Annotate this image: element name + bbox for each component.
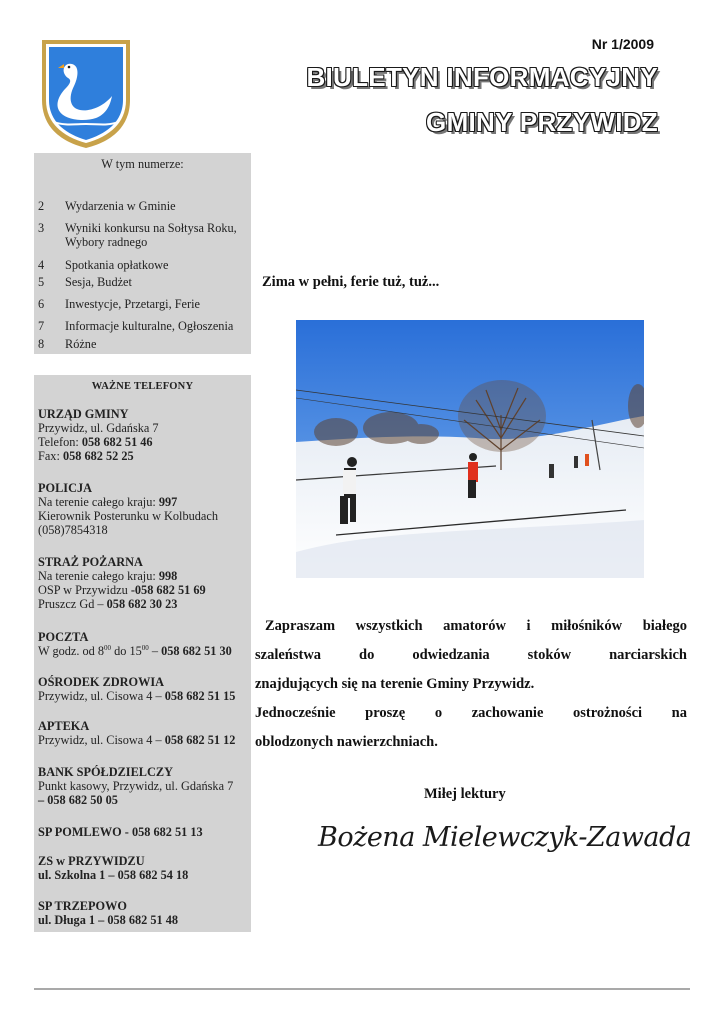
phone-entry-osrodek xyxy=(38,675,247,703)
entry-title: OŚRODEK ZDROWIA xyxy=(38,675,165,689)
entry-title: POLICJA xyxy=(38,481,92,495)
article-paragraph-line: Jednocześnie proszę o zachowanie ostrożności na xyxy=(255,705,687,721)
toc-item-number: 6 xyxy=(38,297,45,311)
entry-line: OSP w Przywidzu -058 682 51 69 xyxy=(38,583,206,597)
toc-item-text: Wyniki konkursu na Sołtysa Roku, Wybory radnego xyxy=(65,221,237,249)
entry-phone: Telefon: 058 682 51 46 xyxy=(38,435,153,449)
article-paragraph-line: szaleństwa do odwiedzania stoków narciarskich xyxy=(255,647,687,663)
entry-line: Kierownik Posterunku w Kolbudach xyxy=(38,509,218,523)
toc-item xyxy=(38,297,247,311)
toc-box xyxy=(34,153,251,354)
phone-entry-urzad xyxy=(38,407,247,463)
entry-address: Punkt kasowy, Przywidz, ul. Gdańska 7 xyxy=(38,779,234,793)
entry-line: Przywidz, ul. Cisowa 4 – 058 682 51 15 xyxy=(38,689,236,703)
entry-line: Pruszcz Gd – 058 682 30 23 xyxy=(38,597,178,611)
entry-title: URZĄD GMINY xyxy=(38,407,129,421)
toc-item-number: 5 xyxy=(38,275,45,289)
phones-heading: WAŻNE TELEFONY xyxy=(91,381,194,392)
entry-line: ul. Szkolna 1 – 058 682 54 18 xyxy=(38,868,189,882)
coat-of-arms-swan-icon xyxy=(40,38,132,150)
toc-item-text: Sesja, Budżet xyxy=(65,275,132,289)
toc-item xyxy=(38,319,247,333)
toc-item-text: Spotkania opłatkowe xyxy=(65,258,169,272)
phone-entry-sp-trzepowo xyxy=(38,899,247,927)
toc-item xyxy=(38,199,247,213)
article-paragraph-line: oblodzonych nawierzchniach. xyxy=(255,734,438,750)
entry-title: ZS w PRZYWIDZU xyxy=(38,854,145,868)
author-signature: Bożena Mielewczyk-Zawada xyxy=(318,822,692,853)
issue-number: Nr 1/2009 xyxy=(591,36,654,52)
entry-title: BANK SPÓŁDZIELCZY xyxy=(38,765,173,779)
entry-line: – 058 682 50 05 xyxy=(38,793,118,807)
article-paragraph-line: Zapraszam wszystkich amatorów i miłośników białego xyxy=(265,618,687,634)
article-paragraph-line: znajdujących się na terenie Gminy Przywidz. xyxy=(255,676,535,692)
entry-title: SP POMLEWO - 058 682 51 13 xyxy=(38,825,203,839)
toc-item-text: Różne xyxy=(65,337,97,351)
entry-title: APTEKA xyxy=(38,719,90,733)
ski-slope-photo xyxy=(296,320,644,578)
toc-item xyxy=(38,258,247,272)
toc-item xyxy=(38,221,247,249)
phone-entry-bank xyxy=(38,765,247,807)
entry-fax: Fax: 058 682 52 25 xyxy=(38,449,134,463)
phone-entry-poczta xyxy=(38,630,247,658)
toc-item xyxy=(38,275,247,289)
toc-item-text: Wydarzenia w Gminie xyxy=(65,199,176,213)
entry-line: W godz. od $8^{00}$ do $15^{00} - 058$ 682 51 30 xyxy=(38,643,232,658)
entry-title: POCZTA xyxy=(38,630,89,644)
toc-item-number: 2 xyxy=(38,199,45,213)
entry-line: Na terenie całego kraju: 998 xyxy=(38,569,178,583)
toc-item-number: 8 xyxy=(38,337,45,351)
bulletin-title-line-1: BIULETYN INFORMACYJNY xyxy=(306,62,658,92)
toc-heading: W tym numerze: xyxy=(101,157,184,171)
phone-entry-policja xyxy=(38,481,247,537)
entry-line: (058)7854318 xyxy=(38,523,108,537)
phone-entry-sp-pomlewo xyxy=(38,825,247,839)
phone-entry-apteka xyxy=(38,719,247,747)
entry-address: Przywidz, ul. Gdańska 7 xyxy=(38,421,159,435)
entry-title: STRAŻ POŻARNA xyxy=(38,555,143,569)
toc-item-text: Informacje kulturalne, Ogłoszenia xyxy=(65,319,234,333)
bulletin-title-line-2: GMINY PRZYWIDZ xyxy=(426,107,658,137)
entry-line: Na terenie całego kraju: 997 xyxy=(38,495,178,509)
toc-item-number: 3 xyxy=(38,221,45,235)
entry-title: SP TRZEPOWO xyxy=(38,899,127,913)
toc-item-text: Inwestycje, Przetargi, Ferie xyxy=(65,297,200,311)
entry-line: ul. Długa 1 – 058 682 51 48 xyxy=(38,913,179,927)
article-subheading: Zima w pełni, ferie tuż, tuż... xyxy=(262,274,440,290)
toc-item-number: 4 xyxy=(38,258,45,272)
phone-entry-straz xyxy=(38,555,247,611)
footer-divider xyxy=(34,988,690,990)
entry-line: Przywidz, ul. Cisowa 4 – 058 682 51 12 xyxy=(38,733,236,747)
important-phones-box xyxy=(34,375,251,932)
phone-entry-zs xyxy=(38,854,247,882)
toc-item-number: 7 xyxy=(38,319,45,333)
toc-item xyxy=(38,337,247,351)
closing-line: Miłej lektury xyxy=(424,786,506,802)
